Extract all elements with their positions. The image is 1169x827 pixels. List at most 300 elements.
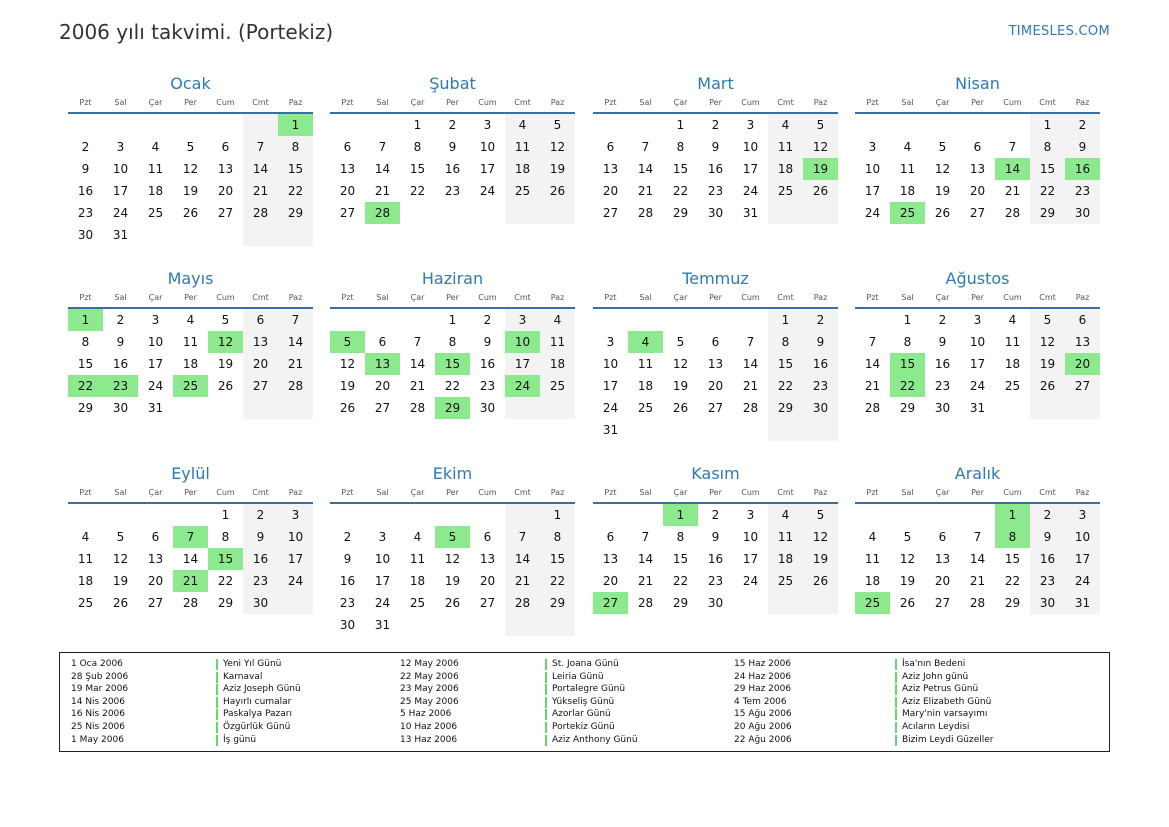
day-cell: 18 bbox=[864, 574, 881, 588]
empty-cell bbox=[540, 397, 575, 419]
empty-cell bbox=[365, 114, 400, 136]
day-cell: 8 bbox=[1030, 136, 1065, 158]
day-grid bbox=[855, 504, 1100, 614]
day-cell: 19 bbox=[339, 379, 356, 393]
day-grid bbox=[68, 309, 313, 419]
weekday-label: Paz bbox=[550, 488, 565, 497]
day-cell: 22 bbox=[890, 375, 925, 397]
day-cell: 1 bbox=[663, 504, 698, 526]
day-cell: 4 bbox=[628, 331, 663, 353]
day-cell: 17 bbox=[742, 162, 759, 176]
day-cell: 24 bbox=[864, 206, 881, 220]
day-cell: 26 bbox=[1030, 375, 1065, 397]
day-cell: 4 bbox=[413, 530, 422, 544]
month-block bbox=[593, 464, 838, 614]
empty-cell bbox=[243, 397, 278, 419]
day-cell: 30 bbox=[479, 401, 496, 415]
day-cell: 12 bbox=[208, 331, 243, 353]
legend-date: 13 Haz 2006 bbox=[400, 734, 458, 745]
day-cell: 6 bbox=[378, 335, 387, 349]
weekday-label: Sal bbox=[639, 488, 652, 497]
day-cell: 13 bbox=[969, 162, 986, 176]
weekday-label: Cmt bbox=[252, 98, 269, 107]
day-cell: 12 bbox=[899, 552, 916, 566]
weekday-label: Per bbox=[184, 488, 197, 497]
day-cell: 13 bbox=[243, 331, 278, 353]
legend-holiday-name: Leiria Günü bbox=[552, 671, 604, 682]
day-cell: 1 bbox=[448, 313, 457, 327]
weekday-label: Pzt bbox=[866, 488, 879, 497]
legend-holiday-name: Aziz John günü bbox=[902, 671, 969, 682]
day-cell: 13 bbox=[339, 162, 356, 176]
day-cell: 27 bbox=[593, 592, 628, 614]
weekday-label: Çar bbox=[410, 488, 425, 497]
weekday-label: Çar bbox=[410, 98, 425, 107]
day-grid bbox=[855, 309, 1100, 419]
day-cell: 29 bbox=[435, 397, 470, 419]
day-cell: 12 bbox=[1030, 331, 1065, 353]
day-cell: 20 bbox=[1065, 353, 1100, 375]
day-cell: 10 bbox=[742, 140, 759, 154]
month-block bbox=[330, 74, 575, 224]
day-cell: 31 bbox=[742, 206, 759, 220]
day-cell: 13 bbox=[1065, 331, 1100, 353]
weekday-label: Per bbox=[446, 98, 459, 107]
day-cell: 10 bbox=[147, 335, 164, 349]
weekday-label: Cum bbox=[741, 293, 760, 302]
weekday-label: Cum bbox=[741, 488, 760, 497]
day-cell: 28 bbox=[1004, 206, 1021, 220]
day-cell: 24 bbox=[969, 379, 986, 393]
day-cell: 15 bbox=[672, 552, 689, 566]
day-cell: 7 bbox=[278, 309, 313, 331]
empty-cell bbox=[435, 614, 470, 636]
day-cell: 28 bbox=[182, 596, 199, 610]
day-cell: 7 bbox=[973, 530, 982, 544]
day-cell: 11 bbox=[409, 552, 426, 566]
day-cell: 9 bbox=[938, 335, 947, 349]
day-cell: 18 bbox=[182, 357, 199, 371]
day-grid bbox=[330, 504, 575, 636]
day-cell: 10 bbox=[864, 162, 881, 176]
day-cell: 25 bbox=[147, 206, 164, 220]
day-cell: 28 bbox=[243, 202, 278, 224]
day-cell: 23 bbox=[479, 379, 496, 393]
day-cell: 28 bbox=[742, 401, 759, 415]
day-cell: 20 bbox=[217, 184, 234, 198]
month-name: Kasım bbox=[691, 464, 740, 483]
day-cell: 4 bbox=[505, 114, 540, 136]
legend-date: 28 Şub 2006 bbox=[71, 671, 129, 682]
empty-cell bbox=[505, 202, 540, 224]
day-cell: 16 bbox=[934, 357, 951, 371]
day-cell: 4 bbox=[868, 530, 877, 544]
empty-cell bbox=[208, 224, 243, 246]
day-cell: 2 bbox=[1030, 504, 1065, 526]
day-cell: 28 bbox=[409, 401, 426, 415]
day-cell: 28 bbox=[505, 592, 540, 614]
day-cell: 17 bbox=[742, 552, 759, 566]
empty-cell bbox=[68, 504, 103, 526]
day-cell: 26 bbox=[672, 401, 689, 415]
legend-date: 5 Haz 2006 bbox=[400, 709, 452, 720]
day-cell: 7 bbox=[173, 526, 208, 548]
day-cell: 6 bbox=[973, 140, 982, 154]
legend-date: 25 Nis 2006 bbox=[71, 721, 125, 732]
legend-date: 23 May 2006 bbox=[400, 684, 459, 695]
day-cell: 31 bbox=[1065, 592, 1100, 614]
day-cell: 16 bbox=[707, 552, 724, 566]
day-cell: 26 bbox=[112, 596, 129, 610]
day-cell: 30 bbox=[339, 618, 356, 632]
day-cell: 15 bbox=[208, 548, 243, 570]
day-cell: 11 bbox=[147, 162, 164, 176]
day-cell: 13 bbox=[217, 162, 234, 176]
day-cell: 19 bbox=[803, 548, 838, 570]
day-cell: 11 bbox=[864, 552, 881, 566]
day-cell: 16 bbox=[339, 574, 356, 588]
empty-cell bbox=[278, 592, 313, 614]
day-cell: 15 bbox=[540, 548, 575, 570]
weekday-header bbox=[593, 96, 838, 110]
empty-cell bbox=[925, 114, 960, 136]
day-cell: 31 bbox=[602, 423, 619, 437]
day-cell: 21 bbox=[637, 184, 654, 198]
day-cell: 8 bbox=[81, 335, 90, 349]
day-cell: 8 bbox=[676, 530, 685, 544]
legend-date: 15 Haz 2006 bbox=[734, 659, 792, 669]
empty-cell bbox=[663, 419, 698, 441]
day-cell: 10 bbox=[479, 140, 496, 154]
day-cell: 5 bbox=[803, 504, 838, 526]
weekday-label: Pzt bbox=[79, 488, 92, 497]
day-cell: 16 bbox=[77, 184, 94, 198]
day-cell: 11 bbox=[768, 136, 803, 158]
day-cell: 3 bbox=[278, 504, 313, 526]
day-cell: 17 bbox=[505, 353, 540, 375]
day-cell: 18 bbox=[768, 158, 803, 180]
empty-cell bbox=[960, 504, 995, 526]
day-cell: 22 bbox=[540, 570, 575, 592]
day-cell: 28 bbox=[637, 206, 654, 220]
day-cell: 27 bbox=[243, 375, 278, 397]
day-cell: 9 bbox=[81, 162, 90, 176]
day-cell: 25 bbox=[890, 202, 925, 224]
day-cell: 15 bbox=[672, 162, 689, 176]
day-cell: 18 bbox=[77, 574, 94, 588]
day-cell: 26 bbox=[182, 206, 199, 220]
day-cell: 27 bbox=[339, 206, 356, 220]
day-cell: 30 bbox=[707, 596, 724, 610]
day-cell: 2 bbox=[803, 309, 838, 331]
weekday-header bbox=[330, 486, 575, 500]
empty-cell bbox=[925, 504, 960, 526]
month-name: Nisan bbox=[955, 74, 1000, 93]
weekday-label: Sal bbox=[376, 293, 389, 302]
day-grid bbox=[330, 309, 575, 419]
weekday-header bbox=[330, 96, 575, 110]
day-cell: 22 bbox=[217, 574, 234, 588]
day-cell: 20 bbox=[602, 574, 619, 588]
day-cell: 2 bbox=[81, 140, 90, 154]
legend-date: 16 Nis 2006 bbox=[71, 709, 125, 720]
day-cell: 3 bbox=[505, 309, 540, 331]
empty-cell bbox=[803, 202, 838, 224]
day-cell: 5 bbox=[676, 335, 685, 349]
day-grid bbox=[68, 504, 313, 614]
day-cell: 20 bbox=[243, 353, 278, 375]
empty-cell bbox=[855, 504, 890, 526]
weekday-label: Paz bbox=[288, 488, 303, 497]
weekday-label: Cum bbox=[1003, 98, 1022, 107]
day-cell: 25 bbox=[768, 180, 803, 202]
day-cell: 9 bbox=[803, 331, 838, 353]
day-cell: 7 bbox=[641, 530, 650, 544]
weekday-label: Per bbox=[446, 293, 459, 302]
day-cell: 5 bbox=[803, 114, 838, 136]
weekday-label: Per bbox=[971, 488, 984, 497]
legend-name-column bbox=[895, 658, 994, 746]
weekday-label: Çar bbox=[673, 98, 688, 107]
day-cell: 19 bbox=[540, 158, 575, 180]
weekday-label: Çar bbox=[673, 488, 688, 497]
weekday-label: Cmt bbox=[1039, 98, 1056, 107]
weekday-header bbox=[68, 486, 313, 500]
day-cell: 29 bbox=[217, 596, 234, 610]
day-cell: 23 bbox=[803, 375, 838, 397]
day-grid bbox=[330, 114, 575, 224]
day-cell: 25 bbox=[1004, 379, 1021, 393]
legend-holiday-name: Portalegre Günü bbox=[552, 684, 626, 695]
weekday-label: Sal bbox=[376, 98, 389, 107]
legend-holiday-name: Aziz Elizabeth Günü bbox=[902, 696, 992, 707]
day-cell: 10 bbox=[969, 335, 986, 349]
day-grid bbox=[855, 114, 1100, 224]
empty-cell bbox=[400, 309, 435, 331]
empty-cell bbox=[208, 114, 243, 136]
month-name: Ağustos bbox=[945, 269, 1010, 288]
empty-cell bbox=[733, 592, 768, 614]
day-cell: 30 bbox=[243, 592, 278, 614]
day-cell: 21 bbox=[173, 570, 208, 592]
empty-cell bbox=[733, 419, 768, 441]
day-cell: 16 bbox=[707, 162, 724, 176]
day-cell: 29 bbox=[768, 397, 803, 419]
day-cell: 18 bbox=[637, 379, 654, 393]
day-cell: 31 bbox=[147, 401, 164, 415]
empty-cell bbox=[663, 309, 698, 331]
weekday-label: Cmt bbox=[1039, 488, 1056, 497]
day-cell: 1 bbox=[68, 309, 103, 331]
day-cell: 1 bbox=[676, 118, 685, 132]
day-cell: 4 bbox=[768, 114, 803, 136]
day-cell: 26 bbox=[803, 180, 838, 202]
empty-cell bbox=[540, 202, 575, 224]
legend-date: 1 Oca 2006 bbox=[71, 659, 123, 669]
empty-cell bbox=[208, 397, 243, 419]
day-cell: 14 bbox=[995, 158, 1030, 180]
day-cell: 7 bbox=[243, 136, 278, 158]
legend-holiday-name: Bizim Leydi Güzeller bbox=[902, 734, 994, 745]
day-cell: 20 bbox=[374, 379, 391, 393]
day-cell: 3 bbox=[746, 118, 755, 132]
weekday-label: Pzt bbox=[341, 488, 354, 497]
legend-holiday-name: Acıların Leydisi bbox=[902, 721, 970, 732]
day-cell: 11 bbox=[1004, 335, 1021, 349]
day-cell: 26 bbox=[803, 570, 838, 592]
weekday-label: Paz bbox=[288, 293, 303, 302]
weekday-label: Per bbox=[971, 293, 984, 302]
day-cell: 19 bbox=[217, 357, 234, 371]
weekday-label: Paz bbox=[813, 488, 828, 497]
day-cell: 18 bbox=[1004, 357, 1021, 371]
weekday-header bbox=[855, 291, 1100, 305]
day-cell: 24 bbox=[602, 401, 619, 415]
empty-cell bbox=[890, 504, 925, 526]
empty-cell bbox=[960, 114, 995, 136]
day-cell: 4 bbox=[1008, 313, 1017, 327]
day-cell: 19 bbox=[112, 574, 129, 588]
weekday-label: Cum bbox=[478, 293, 497, 302]
day-cell: 24 bbox=[742, 184, 759, 198]
day-cell: 15 bbox=[278, 158, 313, 180]
day-cell: 3 bbox=[378, 530, 387, 544]
day-cell: 1 bbox=[768, 309, 803, 331]
month-block bbox=[330, 464, 575, 636]
empty-cell bbox=[505, 397, 540, 419]
day-cell: 12 bbox=[803, 136, 838, 158]
day-cell: 12 bbox=[803, 526, 838, 548]
day-cell: 21 bbox=[637, 574, 654, 588]
weekday-label: Sal bbox=[901, 98, 914, 107]
day-cell: 13 bbox=[147, 552, 164, 566]
day-cell: 28 bbox=[365, 202, 400, 224]
day-cell: 3 bbox=[606, 335, 615, 349]
day-cell: 1 bbox=[903, 313, 912, 327]
weekday-label: Cmt bbox=[252, 293, 269, 302]
day-cell: 30 bbox=[803, 397, 838, 419]
brand-link[interactable]: TIMESLES.COM bbox=[1008, 24, 1110, 39]
weekday-label: Sal bbox=[901, 293, 914, 302]
day-cell: 19 bbox=[934, 184, 951, 198]
day-cell: 6 bbox=[483, 530, 492, 544]
day-cell: 27 bbox=[934, 596, 951, 610]
day-cell: 17 bbox=[1065, 548, 1100, 570]
weekday-label: Pzt bbox=[604, 293, 617, 302]
empty-cell bbox=[733, 309, 768, 331]
empty-cell bbox=[698, 309, 733, 331]
weekday-label: Pzt bbox=[604, 98, 617, 107]
day-cell: 20 bbox=[339, 184, 356, 198]
day-cell: 14 bbox=[409, 357, 426, 371]
weekday-header bbox=[68, 96, 313, 110]
day-cell: 18 bbox=[540, 353, 575, 375]
empty-cell bbox=[628, 114, 663, 136]
day-cell: 10 bbox=[505, 331, 540, 353]
day-cell: 14 bbox=[182, 552, 199, 566]
day-cell: 8 bbox=[903, 335, 912, 349]
day-cell: 3 bbox=[973, 313, 982, 327]
day-cell: 17 bbox=[374, 574, 391, 588]
day-cell: 2 bbox=[711, 118, 720, 132]
legend-date: 25 May 2006 bbox=[400, 696, 459, 707]
weekday-label: Per bbox=[184, 293, 197, 302]
day-cell: 8 bbox=[676, 140, 685, 154]
day-cell: 6 bbox=[938, 530, 947, 544]
day-cell: 31 bbox=[112, 228, 129, 242]
day-cell: 1 bbox=[413, 118, 422, 132]
legend-date: 10 Haz 2006 bbox=[400, 721, 458, 732]
weekday-label: Sal bbox=[639, 293, 652, 302]
day-cell: 31 bbox=[374, 618, 391, 632]
weekday-label: Per bbox=[709, 488, 722, 497]
month-block bbox=[855, 74, 1100, 224]
day-cell: 14 bbox=[864, 357, 881, 371]
weekday-label: Sal bbox=[901, 488, 914, 497]
day-cell: 21 bbox=[864, 379, 881, 393]
day-cell: 22 bbox=[768, 375, 803, 397]
day-cell: 27 bbox=[147, 596, 164, 610]
day-cell: 3 bbox=[483, 118, 492, 132]
day-cell: 25 bbox=[540, 375, 575, 397]
empty-cell bbox=[400, 202, 435, 224]
day-cell: 2 bbox=[116, 313, 125, 327]
weekday-label: Cum bbox=[216, 488, 235, 497]
day-cell: 29 bbox=[278, 202, 313, 224]
day-cell: 22 bbox=[672, 184, 689, 198]
day-cell: 25 bbox=[77, 596, 94, 610]
day-cell: 1 bbox=[221, 508, 230, 522]
weekday-label: Per bbox=[709, 98, 722, 107]
day-cell: 29 bbox=[672, 596, 689, 610]
day-cell: 29 bbox=[540, 592, 575, 614]
empty-cell bbox=[103, 114, 138, 136]
day-cell: 17 bbox=[864, 184, 881, 198]
day-cell: 6 bbox=[606, 530, 615, 544]
day-cell: 14 bbox=[243, 158, 278, 180]
empty-cell bbox=[628, 504, 663, 526]
day-cell: 11 bbox=[77, 552, 94, 566]
day-cell: 19 bbox=[803, 158, 838, 180]
day-cell: 22 bbox=[1030, 180, 1065, 202]
day-cell: 16 bbox=[1065, 158, 1100, 180]
day-cell: 2 bbox=[711, 508, 720, 522]
day-cell: 5 bbox=[1030, 309, 1065, 331]
day-cell: 26 bbox=[899, 596, 916, 610]
day-cell: 25 bbox=[505, 180, 540, 202]
day-cell: 8 bbox=[768, 331, 803, 353]
legend-date: 29 Haz 2006 bbox=[734, 684, 792, 695]
day-cell: 30 bbox=[1030, 592, 1065, 614]
weekday-header bbox=[593, 486, 838, 500]
weekday-label: Per bbox=[709, 293, 722, 302]
day-cell: 13 bbox=[602, 552, 619, 566]
day-cell: 21 bbox=[409, 379, 426, 393]
day-cell: 20 bbox=[602, 184, 619, 198]
day-cell: 9 bbox=[711, 140, 720, 154]
weekday-label: Cmt bbox=[514, 293, 531, 302]
day-cell: 19 bbox=[899, 574, 916, 588]
day-cell: 9 bbox=[448, 140, 457, 154]
day-cell: 16 bbox=[479, 357, 496, 371]
day-cell: 9 bbox=[116, 335, 125, 349]
weekday-label: Cmt bbox=[777, 488, 794, 497]
weekday-label: Çar bbox=[410, 293, 425, 302]
empty-cell bbox=[855, 114, 890, 136]
day-cell: 19 bbox=[672, 379, 689, 393]
weekday-label: Çar bbox=[673, 293, 688, 302]
day-cell: 24 bbox=[1065, 570, 1100, 592]
